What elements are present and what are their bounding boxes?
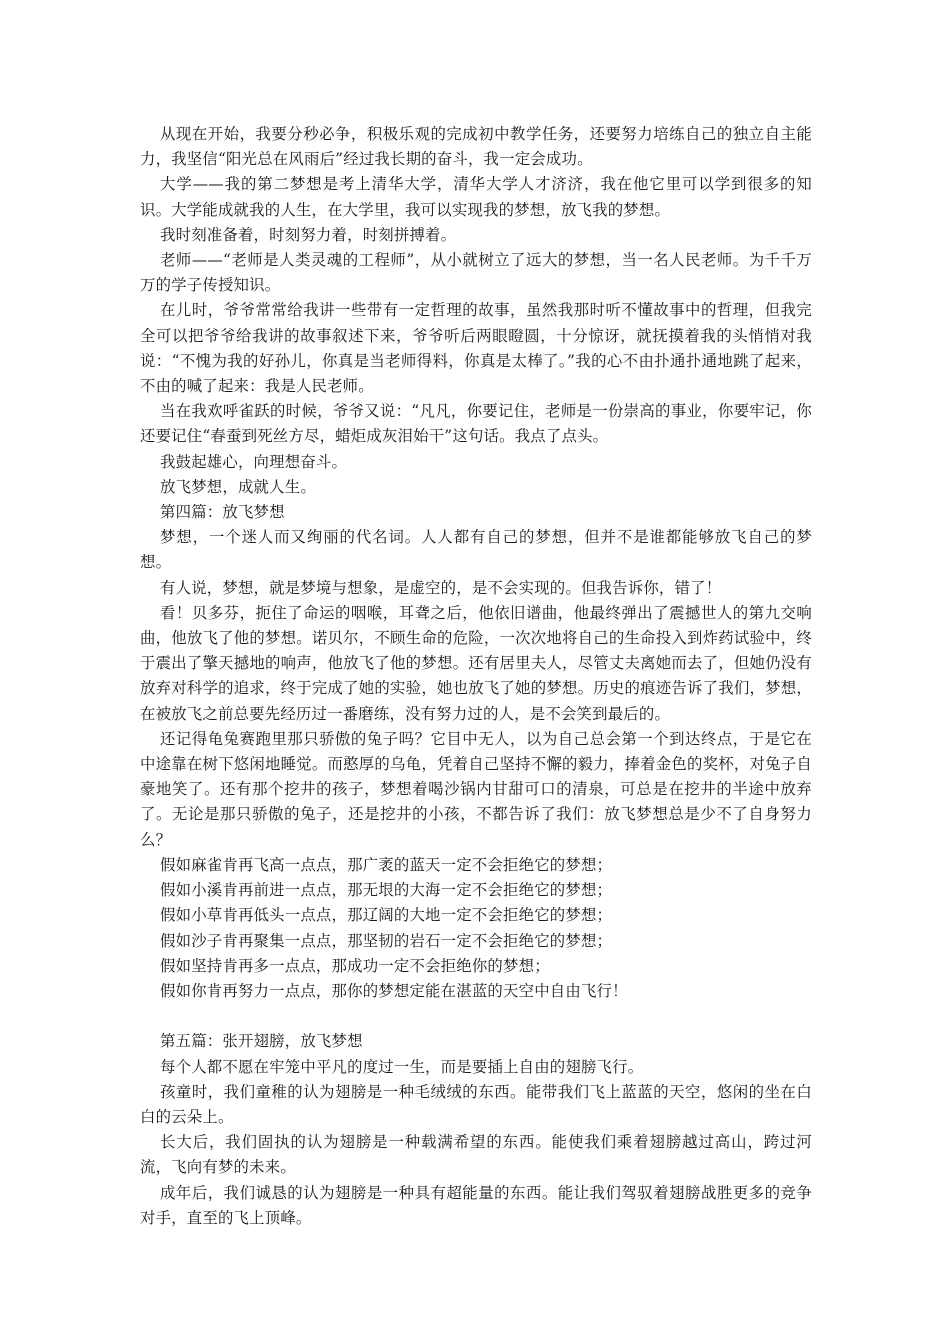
paragraph: 梦想，一个迷人而又绚丽的代名词。人人都有自己的梦想，但并不是谁都能够放飞自己的梦想。 [140, 528, 812, 572]
section-heading: 第四篇：放飞梦想 [160, 503, 285, 522]
paragraph: 还记得龟兔赛跑里那只骄傲的兔子吗？它目中无人，以为自己总会第一个到达终点，于是它在中途靠在树下悠闲地睡觉。而憨厚的乌龟，凭着自己坚持不懈的毅力，捧着金色的奖杯，对兔子自豪地笑了。还有那个挖井的孩子，梦想着喝沙锅内甘甜可口的清泉，可总是在挖井的半途中放弃了。无论是那只骄傲的兔子，还是挖井的小孩，不都告诉了我们：放飞梦想总是少不了自身努力么？ [140, 729, 812, 849]
paragraph: 成年后，我们诚恳的认为翅膀是一种具有超能量的东西。能让我们驾驭着翅膀战胜更多的竞争对手，直至的飞上顶峰。 [140, 1183, 812, 1227]
paragraph: 老师——“老师是人类灵魂的工程师”，从小就树立了远大的梦想，当一名人民老师。为千千万万的学子传授知识。 [140, 251, 812, 295]
paragraph: 每个人都不愿在牢笼中平凡的度过一生，而是要插上自由的翅膀飞行。 [160, 1057, 644, 1076]
paragraph: 有人说，梦想，就是梦境与想象，是虚空的，是不会实现的。但我告诉你，错了！ [160, 578, 722, 597]
paragraph: 假如麻雀肯再飞高一点点，那广袤的蓝天一定不会拒绝它的梦想； [160, 855, 613, 874]
paragraph: 假如小溪肯再前进一点点，那无垠的大海一定不会拒绝它的梦想； [160, 881, 613, 900]
paragraph: 我时刻准备着，时刻努力着，时刻拼搏着。 [160, 225, 457, 244]
paragraph: 长大后，我们固执的认为翅膀是一种载满希望的东西。能使我们乘着翅膀越过高山，跨过河流，飞向有梦的未来。 [140, 1133, 812, 1177]
paragraph: 假如沙子肯再聚集一点点，那坚韧的岩石一定不会拒绝它的梦想； [160, 931, 613, 950]
paragraph: 假如坚持肯再多一点点，那成功一定不会拒绝你的梦想； [160, 956, 550, 975]
paragraph: 我鼓起雄心，向理想奋斗。 [160, 452, 348, 471]
paragraph: 假如小草肯再低头一点点，那辽阔的大地一定不会拒绝它的梦想； [160, 906, 613, 925]
paragraph: 放飞梦想，成就人生。 [160, 477, 316, 496]
paragraph: 大学——我的第二梦想是考上清华大学，清华大学人才济济，我在他它里可以学到很多的知识。大学能成就我的人生，在大学里，我可以实现我的梦想，放飞我的梦想。 [140, 175, 812, 219]
paragraph: 孩童时，我们童稚的认为翅膀是一种毛绒绒的东西。能带我们飞上蓝蓝的天空，悠闲的坐在白白的云朵上。 [140, 1082, 812, 1126]
blank-line [140, 1004, 812, 1029]
paragraph: 从现在开始，我要分秒必争，积极乐观的完成初中教学任务，还要努力培练自己的独立自主能力，我坚信“阳光总在风雨后”经过我长期的奋斗，我一定会成功。 [140, 125, 812, 169]
paragraph: 假如你肯再努力一点点，那你的梦想定能在湛蓝的天空中自由飞行！ [160, 981, 628, 1000]
section-heading: 第五篇：张开翅膀，放飞梦想 [160, 1032, 363, 1051]
paragraph: 看！贝多芬，扼住了命运的咽喉，耳聋之后，他依旧谱曲，他最终弹出了震撼世人的第九交响曲，他放飞了他的梦想。诺贝尔，不顾生命的危险，一次次地将自己的生命投入到炸药试验中，终于震出了擎天撼地的响声，他放飞了他的梦想。还有居里夫人，尽管丈夫离她而去了，但她仍没有放弃对科学的追求，终于完成了她的实验，她也放飞了她的梦想。历史的痕迹告诉了我们，梦想，在被放飞之前总要先经历过一番磨练，没有努力过的人，是不会笑到最后的。 [140, 603, 812, 723]
paragraph: 当在我欢呼雀跃的时候，爷爷又说：“凡凡，你要记住，老师是一份崇高的事业，你要牢记，你还要记住“春蚕到死丝方尽，蜡炬成灰泪始干”这句话。我点了点头。 [140, 402, 812, 446]
paragraph: 在儿时，爷爷常常给我讲一些带有一定哲理的故事，虽然我那时听不懂故事中的哲理，但我完全可以把爷爷给我讲的故事叙述下来，爷爷听后两眼瞪圆，十分惊讶，就抚摸着我的头悄悄对我说：“不愧为我的好孙儿，你真是当老师得料，你真是太棒了。”我的心不由扑通扑通地跳了起来，不由的喊了起来：我是人民老师。 [140, 301, 812, 396]
